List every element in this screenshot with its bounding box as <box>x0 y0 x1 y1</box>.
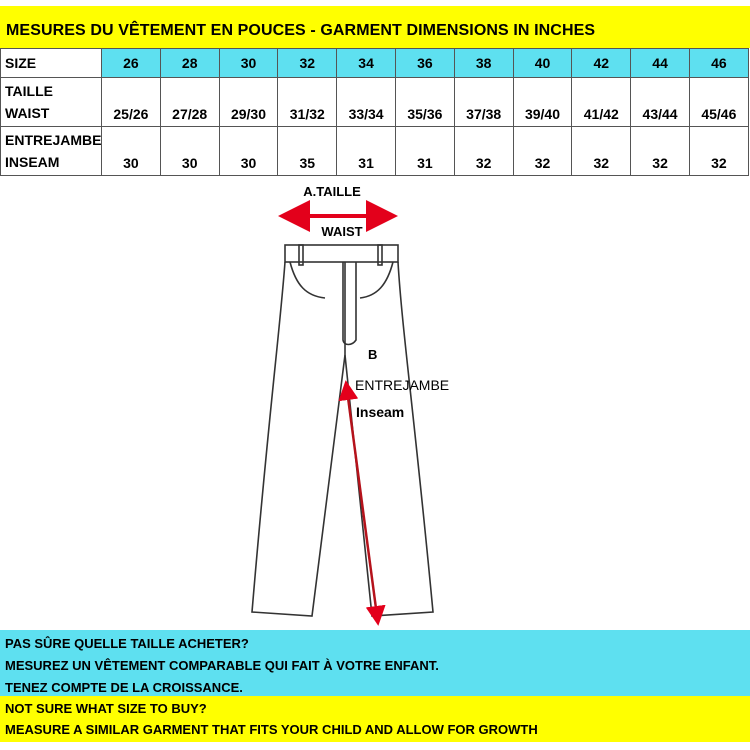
page-title-bar <box>0 6 750 48</box>
waist-label-en: WAIST <box>5 105 50 121</box>
size-chart-table <box>0 48 749 176</box>
waist-cell: 41/42 <box>572 78 631 127</box>
inseam-diagram-label-en: Inseam <box>356 404 405 420</box>
page-title: MESURES DU VÊTEMENT EN POUCES - GARMENT DIMENSIONS IN INCHES <box>6 22 596 39</box>
inseam-cell: 32 <box>454 127 513 176</box>
size-cell: 40 <box>513 49 572 78</box>
waist-label <box>1 78 102 127</box>
size-cell: 36 <box>395 49 454 78</box>
inseam-label-fr: ENTREJAMBE <box>5 132 102 148</box>
inseam-arrow <box>347 390 377 616</box>
french-advice-line: MESUREZ UN VÊTEMENT COMPARABLE QUI FAIT À VOTRE ENFANT. <box>5 658 439 673</box>
inseam-cell: 32 <box>631 127 690 176</box>
waist-label-bottom: WAIST <box>321 224 363 239</box>
size-cell: 42 <box>572 49 631 78</box>
waist-cell: 37/38 <box>454 78 513 127</box>
size-cell: 34 <box>337 49 396 78</box>
french-size-advice <box>0 630 750 696</box>
inseam-cell: 30 <box>160 127 219 176</box>
size-cell: 46 <box>689 49 748 78</box>
size-cell: 30 <box>219 49 278 78</box>
size-cell: 28 <box>160 49 219 78</box>
waist-cell: 31/32 <box>278 78 337 127</box>
waist-label-fr: TAILLE <box>5 83 53 99</box>
pants-outline <box>252 245 433 616</box>
inseam-label-en: INSEAM <box>5 154 60 170</box>
waist-cell: 43/44 <box>631 78 690 127</box>
inseam-cell: 30 <box>102 127 161 176</box>
waist-row <box>1 78 749 127</box>
inseam-cell: 35 <box>278 127 337 176</box>
size-row <box>1 49 749 78</box>
inseam-cell: 32 <box>572 127 631 176</box>
english-advice-line: MEASURE A SIMILAR GARMENT THAT FITS YOUR CHILD AND ALLOW FOR GROWTH <box>5 722 538 737</box>
waist-cell: 39/40 <box>513 78 572 127</box>
waist-cell: 25/26 <box>102 78 161 127</box>
size-label: SIZE <box>1 49 102 78</box>
french-advice-line: PAS SÛRE QUELLE TAILLE ACHETER? <box>5 636 249 651</box>
size-cell: 26 <box>102 49 161 78</box>
size-cell: 32 <box>278 49 337 78</box>
waist-cell: 33/34 <box>337 78 396 127</box>
waist-label-top: A.TAILLE <box>303 184 361 199</box>
pants-diagram <box>0 165 750 630</box>
english-size-advice <box>0 696 750 742</box>
size-cell: 38 <box>454 49 513 78</box>
waist-cell: 29/30 <box>219 78 278 127</box>
waist-cell: 27/28 <box>160 78 219 127</box>
inseam-diagram-label-fr: ENTREJAMBE <box>355 377 450 393</box>
inseam-cell: 32 <box>689 127 748 176</box>
size-cell: 44 <box>631 49 690 78</box>
pants-diagram-svg <box>0 165 750 630</box>
english-advice-line: NOT SURE WHAT SIZE TO BUY? <box>5 701 207 716</box>
inseam-cell: 30 <box>219 127 278 176</box>
waist-cell: 35/36 <box>395 78 454 127</box>
waist-cell: 45/46 <box>689 78 748 127</box>
point-b-label: B <box>368 347 378 362</box>
inseam-cell: 31 <box>395 127 454 176</box>
inseam-cell: 31 <box>337 127 396 176</box>
inseam-cell: 32 <box>513 127 572 176</box>
french-advice-line: TENEZ COMPTE DE LA CROISSANCE. <box>5 680 243 695</box>
